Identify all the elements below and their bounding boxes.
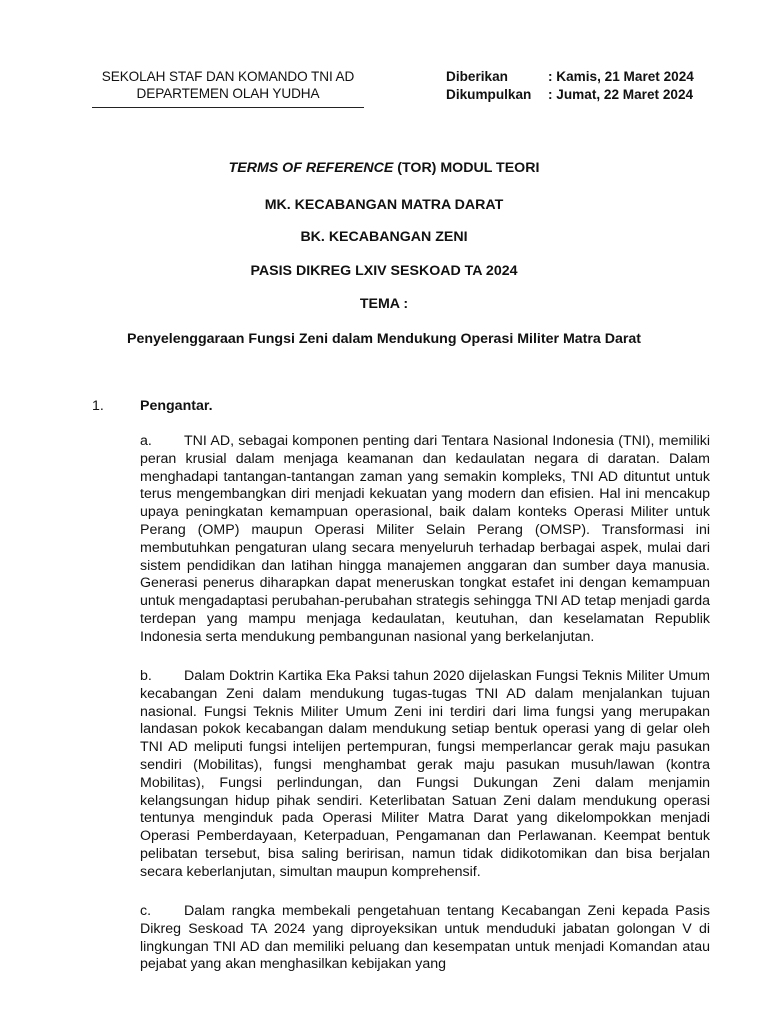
tor-title-italic: TERMS OF REFERENCE: [228, 160, 394, 176]
given-value: : Kamis, 21 Maret 2024: [548, 69, 694, 84]
paragraph-b-text: Dalam Doktrin Kartika Eka Paksi tahun 2020 dijelaskan Fungsi Teknis Militer Umum kecabangan Zeni dalam mendukung tugas-tugas TNI AD dalam menjalankan tujuan nasional. Fungsi Teknis Militer Umum Zeni ini terdiri dari lima fungsi yang merupakan landasan pokok kecabangan dalam mendukung setiap bentuk operasi yang di gelar oleh TNI AD meliputi fungsi intelijen pertempuran, fungsi memperlancar gerak maju pasukan sendiri (Mobilitas), fungsi menghambat gerak maju pasukan musuh/lawan (kontra Mobilitas), Fungsi perlindungan, dan Fungsi Dukungan Zeni dalam menjamin kelangsungan hidup pihak sendiri. Keterlibatan Satuan Zeni dalam mendukung operasi tentunya menginduk pada Operasi Militer Matra Darat yang dikelompokkan menjadi Operasi Pemberdayaan, Keterpaduan, Pengamanan dan Perlawanan. Keempat bentuk pelibatan tersebut, bisa saling beririsan, namun tidak didikotomikan dan bisa berjalan secara keberlanjutan, simultan maupun komprehensif.: [140, 668, 710, 880]
bk-title: BK. KECABANGAN ZENI: [300, 229, 468, 245]
date-block: [446, 68, 694, 104]
tor-title-rest: (TOR) MODUL TEORI: [393, 160, 540, 176]
school-name-block: [92, 68, 364, 102]
mk-title: MK. KECABANGAN MATRA DARAT: [264, 197, 504, 213]
section-number: 1.: [92, 398, 104, 414]
section-title: Pengantar.: [140, 398, 213, 414]
pasis-title: PASIS DIKREG LXIV SESKOAD TA 2024: [250, 263, 518, 279]
paragraph-c-text: Dalam rangka membekali pengetahuan tentang Kecabangan Zeni kepada Pasis Dikreg Seskoad TA 2024 yang diproyeksikan untuk menduduki jabatan golongan V di lingkungan TNI AD dan memiliki peluang dan kesempatan untuk menjadi Komandan atau pejabat yang akan menghasilkan kebijakan yang: [140, 903, 710, 973]
collected-label: Dikumpulkan: [446, 87, 532, 102]
section-heading: [92, 398, 213, 414]
given-label: Diberikan: [446, 69, 508, 84]
tor-title: [0, 160, 768, 176]
collected-value: : Jumat, 22 Maret 2024: [548, 87, 694, 102]
paragraph-c-marker: c.: [140, 903, 152, 919]
paragraph-b-marker: b.: [140, 668, 152, 684]
given-date-row: [446, 68, 694, 86]
paragraph-a: [140, 433, 710, 647]
school-name: SEKOLAH STAF DAN KOMANDO TNI AD: [101, 69, 355, 84]
header-underline: [92, 107, 364, 108]
collected-date-row: [446, 86, 694, 104]
theme-title: Penyelenggaraan Fungsi Zeni dalam Mendukung Operasi Militer Matra Darat: [126, 331, 642, 347]
tema-label: TEMA :: [359, 296, 409, 312]
department-name: DEPARTEMEN OLAH YUDHA: [136, 86, 320, 101]
paragraph-a-text: TNI AD, sebagai komponen penting dari Tentara Nasional Indonesia (TNI), memiliki peran krusial dalam menjaga keamanan dan kedaulatan negara di daratan. Dalam menghadapi tantangan-tantangan zaman yang semakin kompleks, TNI AD dituntut untuk terus mengembangkan diri menjadi kekuatan yang modern dan efisien. Hal ini mencakup upaya peningkatan kemampuan operasional, baik dalam konteks Operasi Militer untuk Perang (OMP) maupun Operasi Militer Selain Perang (OMSP). Transformasi ini membutuhkan pengaturan ulang secara menyeluruh terhadap berbagai aspek, mulai dari sistem pendidikan dan latihan hingga manajemen anggaran dan sumber daya manusia. Generasi penerus diharapkan dapat meneruskan tongkat estafet ini dengan kemampuan untuk mengadaptasi perubahan-perubahan strategis sehingga TNI AD tetap menjadi garda terdepan yang mampu menjaga kedaulatan, keutuhan, dan keselamatan Republik Indonesia serta mendukung pembangunan nasional yang berkelanjutan.: [140, 433, 710, 645]
paragraph-a-marker: a.: [140, 433, 152, 449]
paragraph-b: [140, 668, 710, 882]
paragraph-c: [140, 903, 710, 974]
